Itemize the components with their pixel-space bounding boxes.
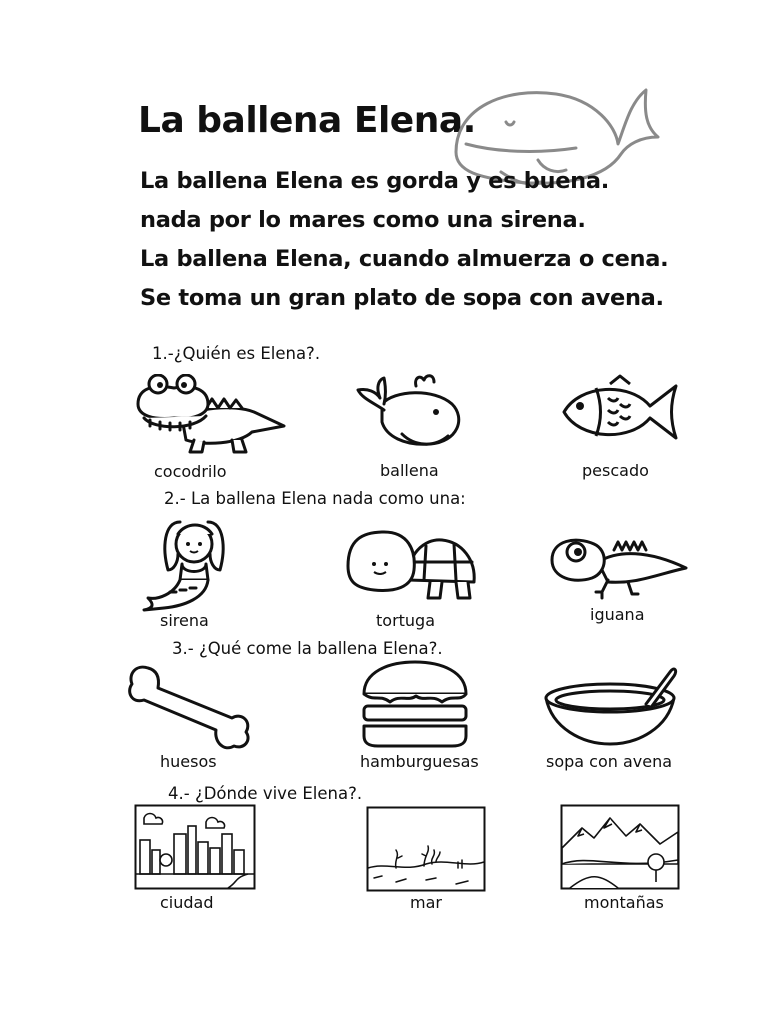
option-label: hamburguesas bbox=[360, 752, 479, 771]
option-label: iguana bbox=[590, 605, 645, 624]
option-iguana[interactable] bbox=[548, 532, 688, 602]
question-3: 3.- ¿Qué come la ballena Elena?. bbox=[172, 639, 443, 658]
option-huesos[interactable] bbox=[126, 660, 252, 754]
option-label: cocodrilo bbox=[154, 462, 227, 481]
hamburger-icon bbox=[360, 660, 470, 748]
option-montanas[interactable] bbox=[560, 804, 680, 890]
question-4: 4.- ¿Dónde vive Elena?. bbox=[168, 784, 363, 803]
option-label: tortuga bbox=[376, 611, 436, 630]
option-sirena[interactable] bbox=[134, 518, 238, 612]
option-mar[interactable] bbox=[366, 806, 486, 892]
mountains-icon bbox=[560, 804, 680, 890]
poem bbox=[140, 162, 668, 318]
whale-icon bbox=[354, 374, 466, 450]
option-ballena[interactable] bbox=[354, 374, 466, 450]
option-label: ballena bbox=[380, 461, 439, 480]
option-sopa-con-avena[interactable] bbox=[542, 664, 678, 748]
option-hamburguesas[interactable] bbox=[360, 660, 470, 748]
question-2: 2.- La ballena Elena nada como una: bbox=[164, 489, 466, 508]
poem-line: Se toma un gran plato de sopa con avena. bbox=[140, 285, 664, 311]
option-label: ciudad bbox=[160, 893, 214, 912]
option-label: sirena bbox=[160, 611, 209, 630]
question-1: 1.-¿Quién es Elena?. bbox=[152, 344, 321, 363]
fish-icon bbox=[560, 374, 682, 450]
option-pescado[interactable] bbox=[560, 374, 682, 450]
option-ciudad[interactable] bbox=[134, 804, 256, 890]
option-label: mar bbox=[410, 893, 442, 912]
page-title: La ballena Elena. bbox=[138, 100, 476, 141]
option-label: pescado bbox=[582, 461, 649, 480]
sea-icon bbox=[366, 806, 486, 892]
option-label: montañas bbox=[584, 893, 664, 912]
poem-line: La ballena Elena es gorda y es buena. bbox=[140, 168, 610, 194]
turtle-icon bbox=[344, 526, 478, 604]
crocodile-icon bbox=[134, 374, 286, 456]
city-icon bbox=[134, 804, 256, 890]
bone-icon bbox=[126, 660, 252, 754]
mermaid-icon bbox=[134, 518, 238, 612]
option-label: sopa con avena bbox=[546, 752, 673, 771]
option-cocodrilo[interactable] bbox=[134, 374, 286, 456]
option-tortuga[interactable] bbox=[344, 526, 478, 604]
poem-line: nada por lo mares como una sirena. bbox=[140, 207, 586, 233]
poem-line: La ballena Elena, cuando almuerza o cena. bbox=[140, 246, 669, 272]
soup-bowl-icon bbox=[542, 664, 678, 748]
option-label: huesos bbox=[160, 752, 217, 771]
iguana-icon bbox=[548, 532, 688, 602]
